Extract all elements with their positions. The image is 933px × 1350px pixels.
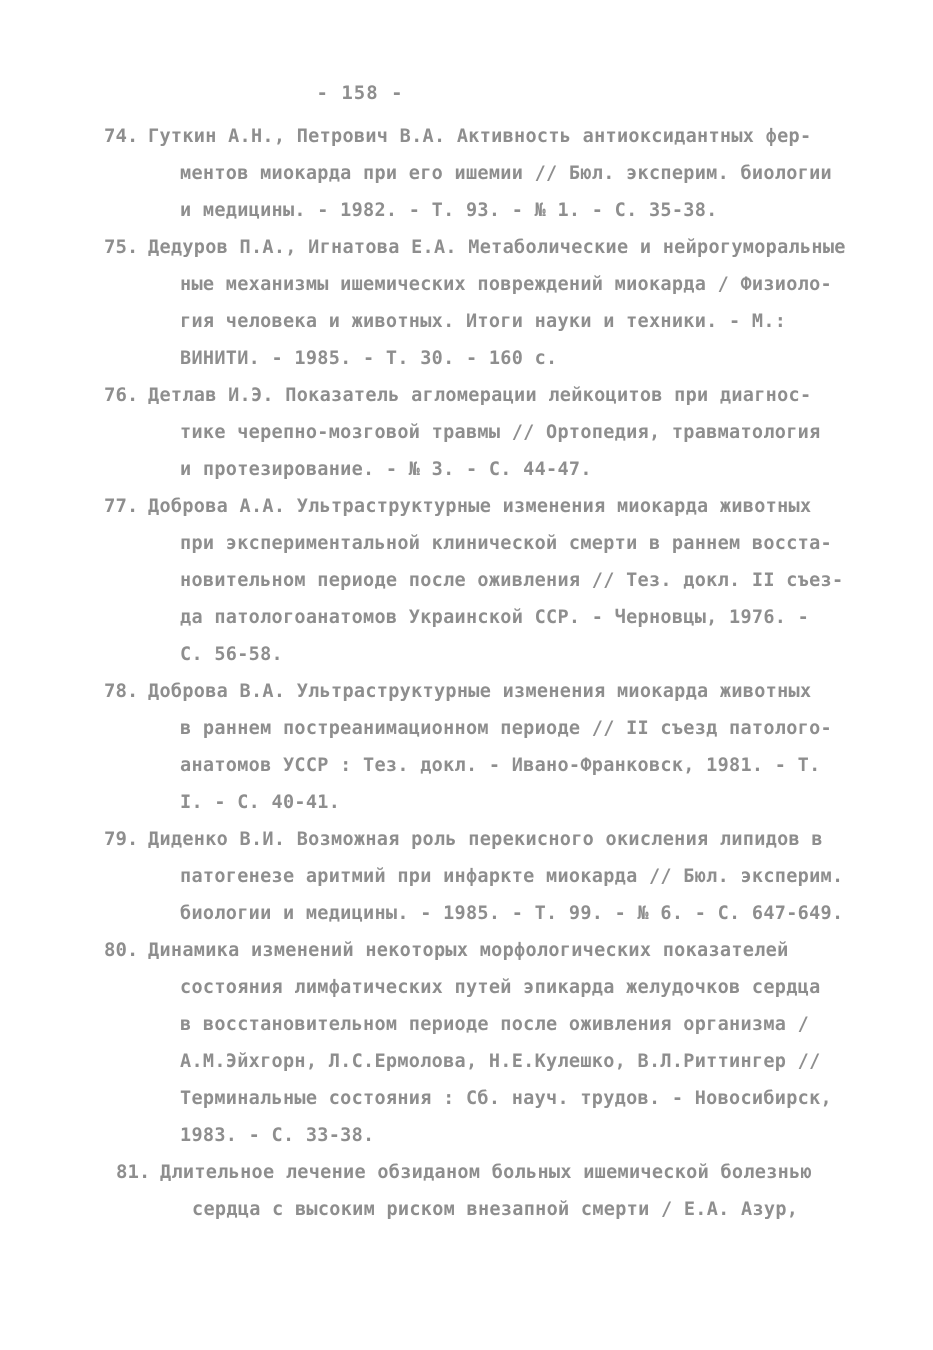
reference-line: ментов миокарда при его ишемии // Бюл. эксперим. биологии: [180, 163, 832, 184]
reference-entry: [104, 229, 874, 377]
reference-line: Динамика изменений некоторых морфологических показателей: [148, 940, 789, 961]
reference-line: Дедуров П.А., Игнатова Е.А. Метаболические и нейрогуморальные: [148, 237, 846, 258]
reference-line: ные механизмы ишемических повреждений миокарда / Физиоло-: [180, 274, 832, 295]
reference-number: 81.: [116, 1161, 151, 1183]
reference-text: [148, 118, 874, 229]
reference-text: [148, 377, 874, 488]
reference-line: при экспериментальной клинической смерти в раннем восста-: [180, 533, 832, 554]
reference-line: Гуткин А.Н., Петрович В.А. Активность антиоксидантных фер-: [148, 126, 812, 147]
reference-line: анатомов УССР : Тез. докл. - Ивано-Франковск, 1981. - Т.: [180, 755, 821, 776]
reference-line: тике черепно-мозговой травмы // Ортопедия, травматология: [180, 422, 821, 443]
reference-line: да патологоанатомов Украинской ССР. - Черновцы, 1976. -: [180, 607, 810, 628]
reference-entry: [104, 488, 874, 673]
reference-number: 79.: [104, 828, 139, 850]
reference-line: Диденко В.И. Возможная роль перекисного окисления липидов в: [148, 829, 823, 850]
reference-number: 74.: [104, 125, 139, 147]
reference-line: Терминальные состояния : Сб. науч. трудов. - Новосибирск,: [180, 1088, 832, 1109]
reference-text: [148, 821, 874, 932]
reference-line: I. - С. 40-41.: [180, 792, 341, 813]
reference-line: Доброва А.А. Ультраструктурные изменения миокарда животных: [148, 496, 812, 517]
reference-entry: [104, 673, 874, 821]
reference-text: [148, 932, 874, 1154]
reference-line: Длительное лечение обзиданом больных ишемической болезнью: [160, 1162, 812, 1183]
reference-entry: [104, 821, 874, 932]
reference-number: 78.: [104, 680, 139, 702]
reference-line: гия человека и животных. Итоги науки и техники. - М.:: [180, 311, 787, 332]
reference-line: Детлав И.Э. Показатель агломерации лейкоцитов при диагнос-: [148, 385, 812, 406]
reference-line: сердца с высоким риском внезапной смерти / Е.А. Азур,: [192, 1199, 799, 1220]
page-number: - 158 -: [316, 82, 404, 104]
reference-line: Доброва В.А. Ультраструктурные изменения миокарда животных: [148, 681, 812, 702]
reference-line: и медицины. - 1982. - Т. 93. - № 1. - С. 35-38.: [180, 200, 718, 221]
reference-line: патогенезе аритмий при инфаркте миокарда // Бюл. эксперим.: [180, 866, 844, 887]
reference-line: в раннем постреанимационном периоде // II съезд патолого-: [180, 718, 832, 739]
reference-number: 80.: [104, 939, 139, 961]
reference-number: 76.: [104, 384, 139, 406]
reference-line: новительном периоде после оживления // Тез. докл. II съез-: [180, 570, 844, 591]
reference-text: [148, 229, 874, 377]
reference-line: А.М.Эйхгорн, Л.С.Ермолова, Н.Е.Кулешко, В.Л.Риттингер //: [180, 1051, 821, 1072]
reference-entry: [116, 1154, 874, 1228]
reference-line: биологии и медицины. - 1985. - Т. 99. - № 6. - С. 647-649.: [180, 903, 844, 924]
reference-text: [160, 1154, 874, 1228]
reference-list: [104, 118, 874, 1228]
reference-entry: [104, 932, 874, 1154]
reference-text: [148, 673, 874, 821]
reference-entry: [104, 118, 874, 229]
reference-number: 77.: [104, 495, 139, 517]
reference-line: ВИНИТИ. - 1985. - Т. 30. - 160 с.: [180, 348, 558, 369]
reference-line: 1983. - С. 33-38.: [180, 1125, 375, 1146]
reference-number: 75.: [104, 236, 139, 258]
reference-line: в восстановительном периоде после оживления организма /: [180, 1014, 810, 1035]
reference-line: С. 56-58.: [180, 644, 283, 665]
reference-line: и протезирование. - № 3. - С. 44-47.: [180, 459, 592, 480]
reference-text: [148, 488, 874, 673]
reference-line: состояния лимфатических путей эпикарда желудочков сердца: [180, 977, 821, 998]
reference-entry: [104, 377, 874, 488]
